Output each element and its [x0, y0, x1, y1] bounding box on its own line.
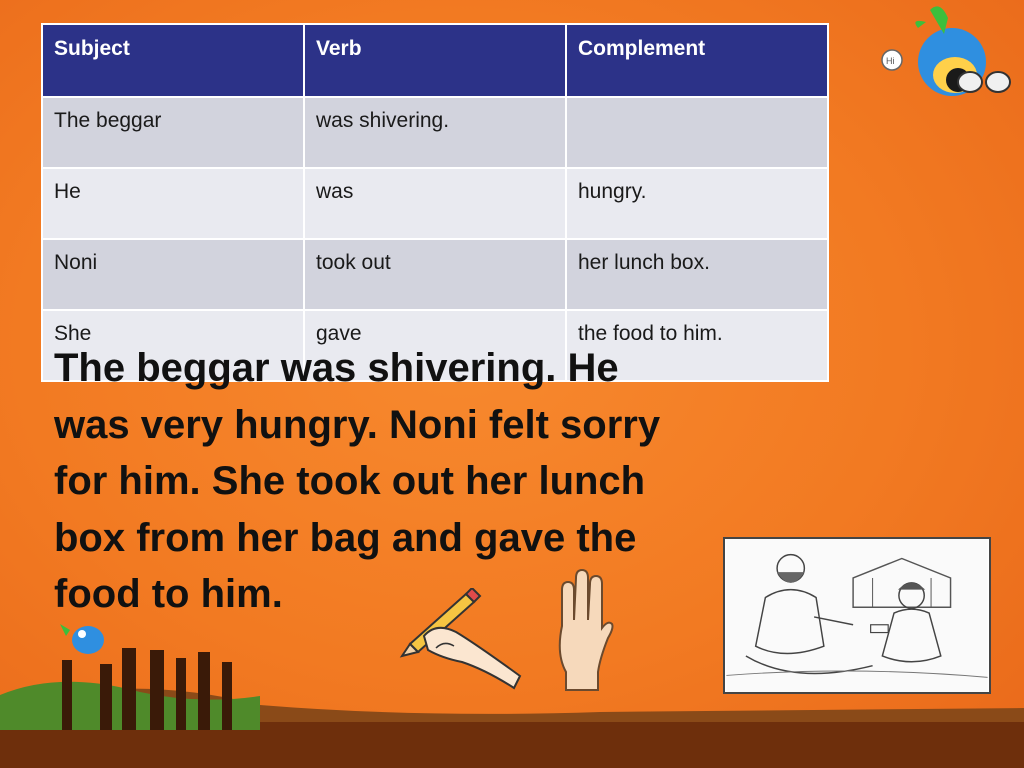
cell-complement: the food to him. — [566, 310, 828, 381]
table-row — [42, 239, 828, 310]
svc-table-grid — [41, 23, 829, 382]
pencil-hand-icon — [396, 588, 526, 694]
paragraph-line: food to him. — [54, 572, 283, 616]
paragraph-line: for him. She took out her lunch — [54, 459, 646, 503]
paragraph-line: was very hungry. Noni felt sorry — [54, 402, 661, 447]
cell-subject: Noni — [42, 239, 304, 310]
header-verb: Verb — [304, 24, 566, 97]
cell-verb: was — [304, 168, 566, 239]
table-row — [42, 97, 828, 168]
cell-subject: She — [42, 310, 304, 381]
cell-complement: hungry. — [566, 168, 828, 239]
bird-silhouette-icon — [60, 624, 104, 654]
paragraph-line: The beggar was shivering. He — [54, 346, 619, 390]
cell-verb: took out — [304, 239, 566, 310]
cell-subject: The beggar — [42, 97, 304, 168]
header-subject: Subject — [42, 24, 304, 97]
cell-verb: was shivering. — [304, 97, 566, 168]
beggar-girl-illustration — [723, 537, 991, 694]
cell-verb: gave — [304, 310, 566, 381]
table-row — [42, 168, 828, 239]
table-header-row — [42, 24, 828, 97]
cell-complement — [566, 97, 828, 168]
story-paragraph — [54, 340, 754, 623]
paragraph-line: box from her bag and gave the — [54, 515, 637, 560]
bird-hi-icon — [870, 0, 1024, 112]
raised-hand-icon — [548, 568, 614, 692]
header-complement: Complement — [566, 24, 828, 97]
cell-subject: He — [42, 168, 304, 239]
svg-text:Hi: Hi — [886, 56, 895, 66]
svc-table — [41, 23, 829, 345]
cell-complement: her lunch box. — [566, 239, 828, 310]
